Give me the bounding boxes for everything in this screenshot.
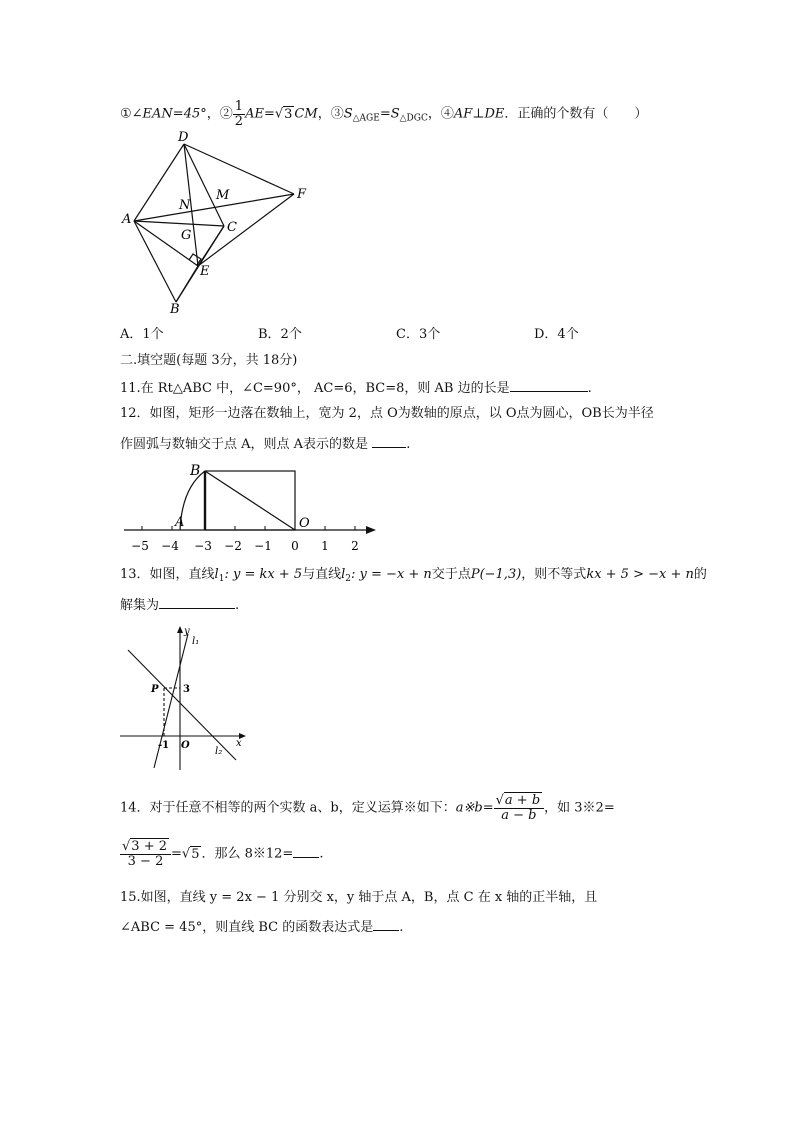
q15-line-2: [120, 920, 403, 936]
q10-statement: ①∠EAN=45°，② $\frac{1}{2}$ AE=√3 CM，$③S_{\triangle AGE}=S_{\triangle DGC}$，④AF⊥DE．正确的个数有（ ）: [120, 99, 648, 129]
label-l2: l₂: [215, 746, 223, 757]
q12-number-line-figure: [118, 460, 388, 556]
example-value: 5: [191, 846, 200, 862]
q14-text-c: ．那么 8※12=: [201, 846, 294, 862]
q13-text-e: 的: [693, 567, 707, 582]
label-B: B: [170, 302, 180, 317]
q15-end: .: [399, 920, 404, 935]
label-G: G: [181, 228, 192, 243]
q14-line-1: [120, 794, 615, 822]
q11-text: 11.在 Rt△ABC 中，∠C=90°， AC=6，BC=8，则 AB 边的长是: [120, 381, 510, 396]
sqrt-radicand: 3: [284, 106, 293, 122]
q13-text-a: 13．如图，直线: [120, 567, 215, 582]
definition-lhs: a※b=: [455, 800, 494, 816]
q13-text-b: 与直线: [302, 567, 342, 582]
q14-text-a: 14．对于任意不相等的两个实数 a、b，定义运算※如下：: [120, 800, 456, 816]
option-a[interactable]: A．1个: [120, 327, 164, 342]
label-B: B: [190, 463, 201, 479]
label-N: N: [179, 198, 191, 213]
tick-label: 2: [351, 539, 359, 553]
label-A: A: [175, 515, 185, 530]
point-p: P(−1,3): [470, 567, 522, 582]
line-l1-eq: : y = kx + 5: [224, 567, 303, 582]
example-den: 3 − 2: [127, 853, 164, 869]
definition-fraction: [494, 794, 545, 822]
label-neg1: -1: [158, 740, 170, 751]
section-heading: 二.填空题(每题 3分，共 18分): [120, 353, 298, 368]
tick-label: −5: [131, 539, 149, 553]
area-s: S: [343, 106, 353, 122]
q12-line-1: 12．如图，矩形一边落在数轴上，宽为 2，点 O为数轴的原点，以 O点为圆心，OB长为半径: [120, 406, 654, 421]
q15-line-2-text: ∠ABC = 45°，则直线 BC 的函数表达式是: [120, 920, 374, 935]
q13-coordinate-figure: [118, 622, 250, 772]
sep: ，: [317, 106, 331, 122]
label-A: A: [122, 212, 132, 227]
label-y: y: [184, 626, 190, 637]
label-l1: l₁: [192, 636, 200, 647]
answer-blank[interactable]: [510, 381, 588, 392]
q12-end: .: [406, 437, 411, 452]
q13-line-2: [120, 598, 239, 614]
sep: ，: [206, 106, 220, 122]
answer-blank[interactable]: [159, 598, 235, 609]
line-l1-sub: 1: [218, 574, 225, 584]
item-2-marker: ②: [219, 106, 233, 122]
sep: ，: [427, 106, 441, 122]
q14-text-b: ，如 3※2=: [544, 800, 615, 816]
definition-den: a − b: [501, 807, 537, 823]
line-l2-sub: 2: [345, 574, 352, 584]
item-1-expr: ∠EAN=45°: [131, 106, 207, 122]
tick-label: −4: [161, 539, 179, 553]
area-sub-1: △AGE: [352, 113, 380, 124]
label-x: x: [236, 738, 242, 749]
tick-label: 0: [291, 539, 299, 553]
fraction-half: [233, 100, 245, 128]
line-l2-eq: : y = −x + n: [351, 567, 432, 582]
q14-line-2: $\frac{√3 + 2}{3 - 2}$ =√5 ．那么 8※12= .: [122, 839, 324, 869]
q14-end: .: [319, 846, 324, 862]
line-l1: l: [214, 567, 219, 582]
item-3-marker: ③: [330, 106, 344, 122]
line-l2: l: [341, 567, 346, 582]
label-O: O: [181, 740, 190, 751]
label-D: D: [178, 130, 189, 145]
item-1-marker: ①: [120, 106, 132, 122]
answer-blank[interactable]: [373, 920, 399, 931]
q13-end: .: [235, 598, 240, 613]
example-fraction: [120, 840, 171, 868]
q15-line-1: 15.如图，直线 y = 2x − 1 分别交 x，y 轴于点 A，B，点 C 在 x 轴的正半轴，且: [120, 890, 598, 905]
equals: =: [171, 846, 182, 862]
equals: =: [379, 106, 391, 122]
label-P: P: [151, 684, 159, 695]
frac-num: 1: [234, 99, 244, 114]
area-s: S: [390, 106, 400, 122]
tick-label: −2: [224, 539, 242, 553]
q12-line-2: [120, 437, 410, 453]
definition-num: √a + b: [494, 794, 545, 809]
definition-radicand: a + b: [504, 793, 541, 808]
label-F: F: [297, 187, 307, 202]
label-three: 3: [183, 684, 190, 695]
q11-end: .: [587, 381, 592, 396]
question-tail: ．正确的个数有（ ）: [504, 106, 648, 122]
item-4-marker: ④: [440, 106, 454, 122]
q11: [120, 381, 592, 397]
option-d[interactable]: D．4个: [534, 327, 579, 342]
q12-line-2-text: 作圆弧与数轴交于点 A，则点 A表示的数是: [120, 437, 369, 452]
item-2-expr-a: AE=: [245, 106, 275, 122]
item-2-expr-b: CM: [294, 106, 318, 122]
tick-label: −1: [254, 539, 272, 553]
q10-geometry-figure: [118, 130, 318, 320]
q13-line-2-text: 解集为: [120, 598, 160, 613]
tick-label: 1: [321, 539, 329, 553]
option-b[interactable]: B．2个: [258, 327, 302, 342]
label-M: M: [216, 188, 230, 203]
example-radicand: 3 + 2: [131, 839, 167, 854]
label-E: E: [200, 264, 210, 279]
example-num: √3 + 2: [120, 840, 171, 855]
inequality: kx + 5 > −x + n: [586, 567, 694, 582]
frac-den: 2: [234, 113, 244, 129]
item-4-expr: AF⊥DE: [453, 106, 505, 122]
area-sub-2: △DGC: [399, 113, 428, 124]
q13-text-d: ，则不等式: [521, 567, 587, 582]
label-O: O: [299, 516, 310, 531]
q13-text-c: 交于点: [431, 567, 471, 582]
option-c[interactable]: C．3个: [396, 327, 441, 342]
q13-line-1: [120, 568, 707, 584]
answer-blank[interactable]: [293, 847, 319, 858]
answer-blank[interactable]: [372, 437, 406, 448]
label-C: C: [227, 220, 237, 235]
tick-label: −3: [194, 539, 212, 553]
